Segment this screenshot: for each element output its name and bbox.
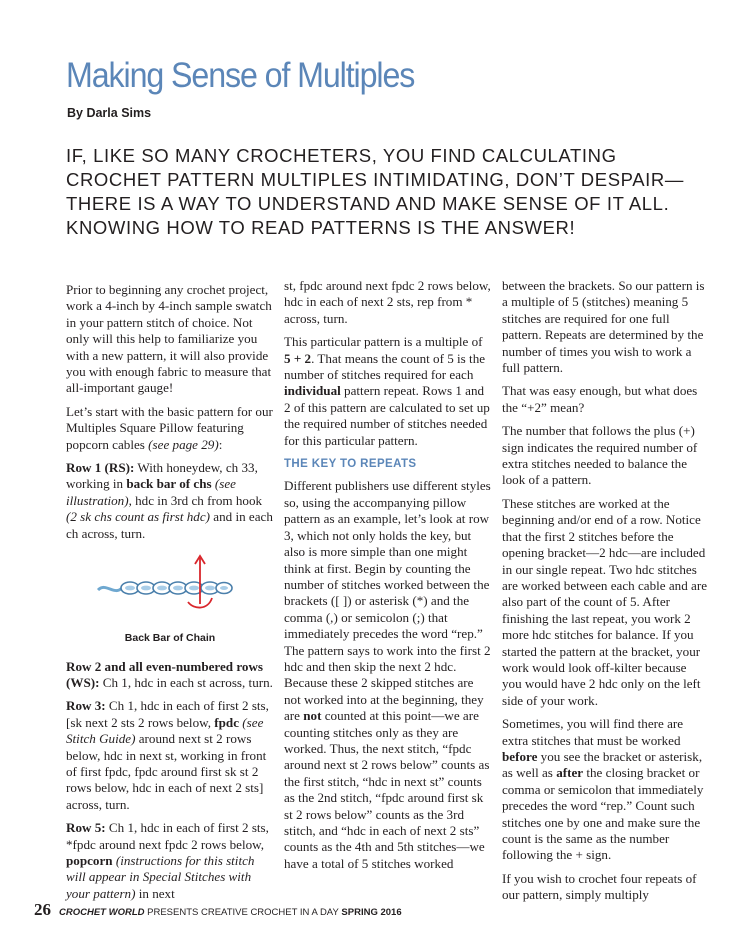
footer-issue: SPRING 2016 bbox=[338, 907, 402, 918]
paragraph: Sometimes, you will find there are extra stitches that must be worked before you see the bracket or asterisk, as well as after the closing bracket or comma or semicolon that immediately precedes the word “rep.” Count such stitches one by one and make sure the count is the same as the number following the + sign. bbox=[502, 716, 704, 863]
chain-stitch-icon bbox=[96, 552, 246, 622]
paragraph: The number that follows the plus (+) sign indicates the required number of extra stitches needed to balance the look of a pattern. bbox=[502, 423, 698, 488]
paragraph: Prior to beginning any crochet project, work a 4-inch by 4-inch sample swatch in your pattern stitch of choice. Not only will this help to familiarize you with a new pattern, it will also provide you with enough fabric to measure that all-important gauge! bbox=[66, 282, 272, 396]
illustration-caption: Back Bar of Chain bbox=[124, 632, 216, 645]
footer-publication: CREATIVE CROCHET IN A DAY bbox=[201, 907, 339, 918]
column-3 bbox=[502, 278, 709, 911]
paragraph: st, fpdc around next fpdc 2 rows below, hdc in each of next 2 sts, rep from * across, turn. bbox=[284, 278, 491, 326]
section-heading: THE KEY TO REPEATS bbox=[284, 458, 417, 471]
page-footer bbox=[34, 900, 402, 920]
pattern-row-5: Row 5: Ch 1, hdc in each of first 2 sts, *fpdc around next fpdc 2 rows below, popcorn (instructions for this stitch will appear in Special Stitches with your pattern) in next bbox=[66, 820, 269, 901]
pattern-row-2: Row 2 and all even-numbered rows (WS): Ch 1, hdc in each st across, turn. bbox=[66, 658, 273, 690]
column-2 bbox=[284, 278, 491, 879]
article-deck: IF, LIKE SO MANY CROCHETERS, YOU FIND CALCULATING CROCHET PATTERN MULTIPLES INTIMIDATING, DON’T DESPAIR—THERE IS A WAY TO UNDERSTAND AND MAKE SENSE OF IT ALL. KNOWING HOW TO READ PATTERNS IS THE ANSWER! bbox=[66, 145, 684, 238]
article-title: Making Sense of Multiples bbox=[66, 56, 415, 95]
pattern-row-1: Row 1 (RS): With honeydew, ch 33, working in back bar of chs (see illustration), hdc in 3rd ch from hook (2 sk chs count as first hdc) and in each ch across, turn. bbox=[66, 460, 273, 541]
column-1 bbox=[66, 282, 274, 909]
byline: By Darla Sims bbox=[67, 106, 152, 120]
chain-stitch-illustration bbox=[66, 552, 274, 630]
paragraph: That was easy enough, but what does the “+2” mean? bbox=[502, 383, 698, 415]
paragraph: If you wish to crochet four repeats of our pattern, simply multiply bbox=[502, 870, 697, 903]
pattern-row-3: Row 3: Ch 1, hdc in each of first 2 sts, [sk next 2 sts 2 rows below, fpdc (see Stitch Guide) around next st 2 rows below, hdc in next st, working in front of first fpdc, fpdc around first sk st 2 rows below, hdc in each of next 2 sts] across, turn. bbox=[66, 698, 269, 812]
paragraph: These stitches are worked at the beginning and/or end of a row. Notice that the first 2 stitches before the opening bracket—2 hdc—are included in our single repeat. Two hdc stitches are worked between each cable and are also part of the count of 5. After finishing the last repeat, you work 2 more hdc stitches for balance. If you started the pattern at the bracket, your work would look off-kilter because you would have 2 hdc only on the left side of your work. bbox=[502, 495, 708, 708]
paragraph: Let’s start with the basic pattern for our Multiples Square Pillow featuring popcorn cables (see page 29): bbox=[66, 403, 273, 452]
page-number: 26 bbox=[34, 900, 51, 919]
footer-presents: PRESENTS bbox=[144, 907, 201, 918]
footer-brand: CROCHET WORLD bbox=[59, 907, 145, 918]
paragraph: between the brackets. So our pattern is a multiple of 5 (stitches) meaning 5 stitches are required for one full pattern. Repeats are determined by the number of times you wish to work a full pattern. bbox=[502, 278, 705, 376]
paragraph: Different publishers use different styles so, using the accompanying pillow pattern as an example, let’s look at row 3, which not only holds the key, but also is more simple than one might think at first. Begin by counting the number of stitches worked between the brackets ([ ]) or asterisk (*) and the comma (,) or semicolon (;) that immediately precedes the word “rep.” The pattern says to work into the first 2 hdc and then skip the next 2 hdc. Because these 2 skipped stitches are not worked into at the beginning, they are not counted at this point—we are counting stitches only as they are worked. Thus, the next stitch, “fpdc around next st 2 rows below” counts as the first stitch, “hdc in next st” counts as the 2nd stitch, “fpdc around first sk st 2 rows below” counts as the 3rd stitch, and “hdc in each of next 2 sts” counts as the 4th and 5th stitches—we have a total of 5 stitches worked bbox=[284, 478, 491, 871]
paragraph: This particular pattern is a multiple of 5 + 2. That means the count of 5 is the number of stitches required for each individual pattern repeat. Rows 1 and 2 of this pattern are calculated to set up the required number of stitches needed for this particular pattern. bbox=[284, 334, 490, 448]
